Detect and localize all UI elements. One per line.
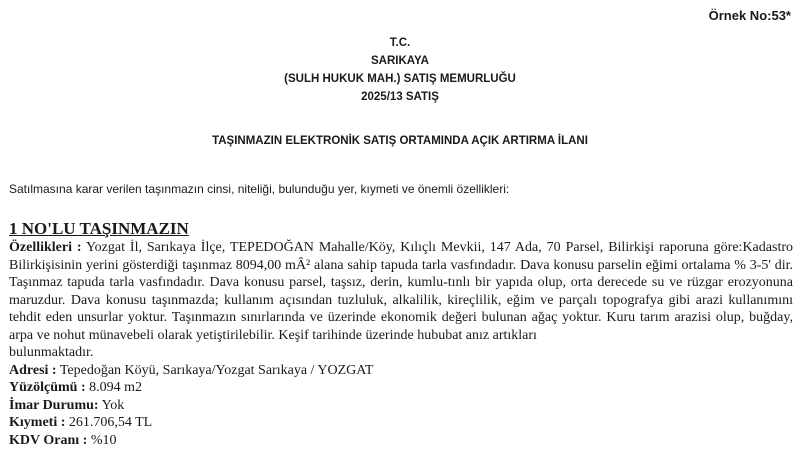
property-heading: 1 NO'LU TAŞINMAZIN: [9, 219, 189, 238]
area-row: [9, 379, 793, 397]
zoning-label: İmar Durumu:: [9, 397, 99, 413]
features-label: Özellikleri :: [9, 240, 82, 255]
property-features: [9, 239, 793, 344]
office-header: [0, 34, 800, 106]
vat-label: KDV Oranı :: [9, 432, 88, 448]
features-tail: bulunmaktadır.: [9, 345, 94, 360]
property-section: [9, 219, 793, 449]
vat-value: %10: [90, 432, 117, 448]
header-line-file-number: 2025/13 SATIŞ: [361, 91, 439, 103]
intro-text: Satılmasına karar verilen taşınmazın cinsi, niteliği, bulunduğu yer, kıymeti ve önemli özellikleri:: [9, 182, 510, 196]
zoning-value: Yok: [101, 397, 125, 413]
features-text: Yozgat İl, Sarıkaya İlçe, TEPEDOĞAN Mahalle/Köy, Kılıçlı Mevkii, 147 Ada, 70 Parsel, Bilirkişi raporuna göre:Kadastro Bilirkişisinin yerini gösterdiği taşınmaz 8094,00 mÂ² alana sahip tapuda tarla vasfındadır. Dava konusu parselin eğimi ortalama % 3-5' dir. Taşınmaz tapuda tarla vasfındadır. Dava konusu parsel, taşsız, derin, kumlu-tınlı bir yapıda olup, orta derecede su ve rüzgar erozyonuna maruzdur. Dava konusu taşınmazda; kullanım açısından tuzluluk, alkalilik, kireçlilik, eğim ve parçalı topografya gibi arazi kullanımını tehdit eden unsurlar yoktur. Taşınmazın sınırlarında ve üzerinde ekonomik değeri bulunan ağaç yoktur. Kuru tarım arazisi olup, buğday, arpa ve nohut münavebeli olarak yetiştirilebilir. Keşif tarihinde üzerinde hububat anız artıkları: [9, 240, 793, 343]
ornek-number: Örnek No:53*: [708, 8, 791, 23]
value-amount: 261.706,54 TL: [68, 415, 153, 430]
zoning-row: [9, 397, 793, 415]
address-label: Adresi :: [9, 362, 57, 378]
header-line-tc: T.C.: [389, 37, 411, 49]
area-value: 8.094 m2: [89, 380, 143, 395]
value-label: Kıymeti :: [9, 415, 66, 430]
area-label: Yüzölçümü :: [9, 380, 86, 395]
header-line-district: SARIKAYA: [371, 55, 429, 67]
header-line-office: (SULH HUKUK MAH.) SATIŞ MEMURLUĞU: [284, 73, 516, 85]
vat-row: [9, 432, 793, 450]
announcement-title: TAŞINMAZIN ELEKTRONİK SATIŞ ORTAMINDA AÇIK ARTIRMA İLANI: [212, 135, 588, 147]
address-value: Tepedoğan Köyü, Sarıkaya/Yozgat Sarıkaya / YOZGAT: [59, 362, 374, 378]
address-row: [9, 362, 793, 380]
value-row: [9, 414, 793, 432]
